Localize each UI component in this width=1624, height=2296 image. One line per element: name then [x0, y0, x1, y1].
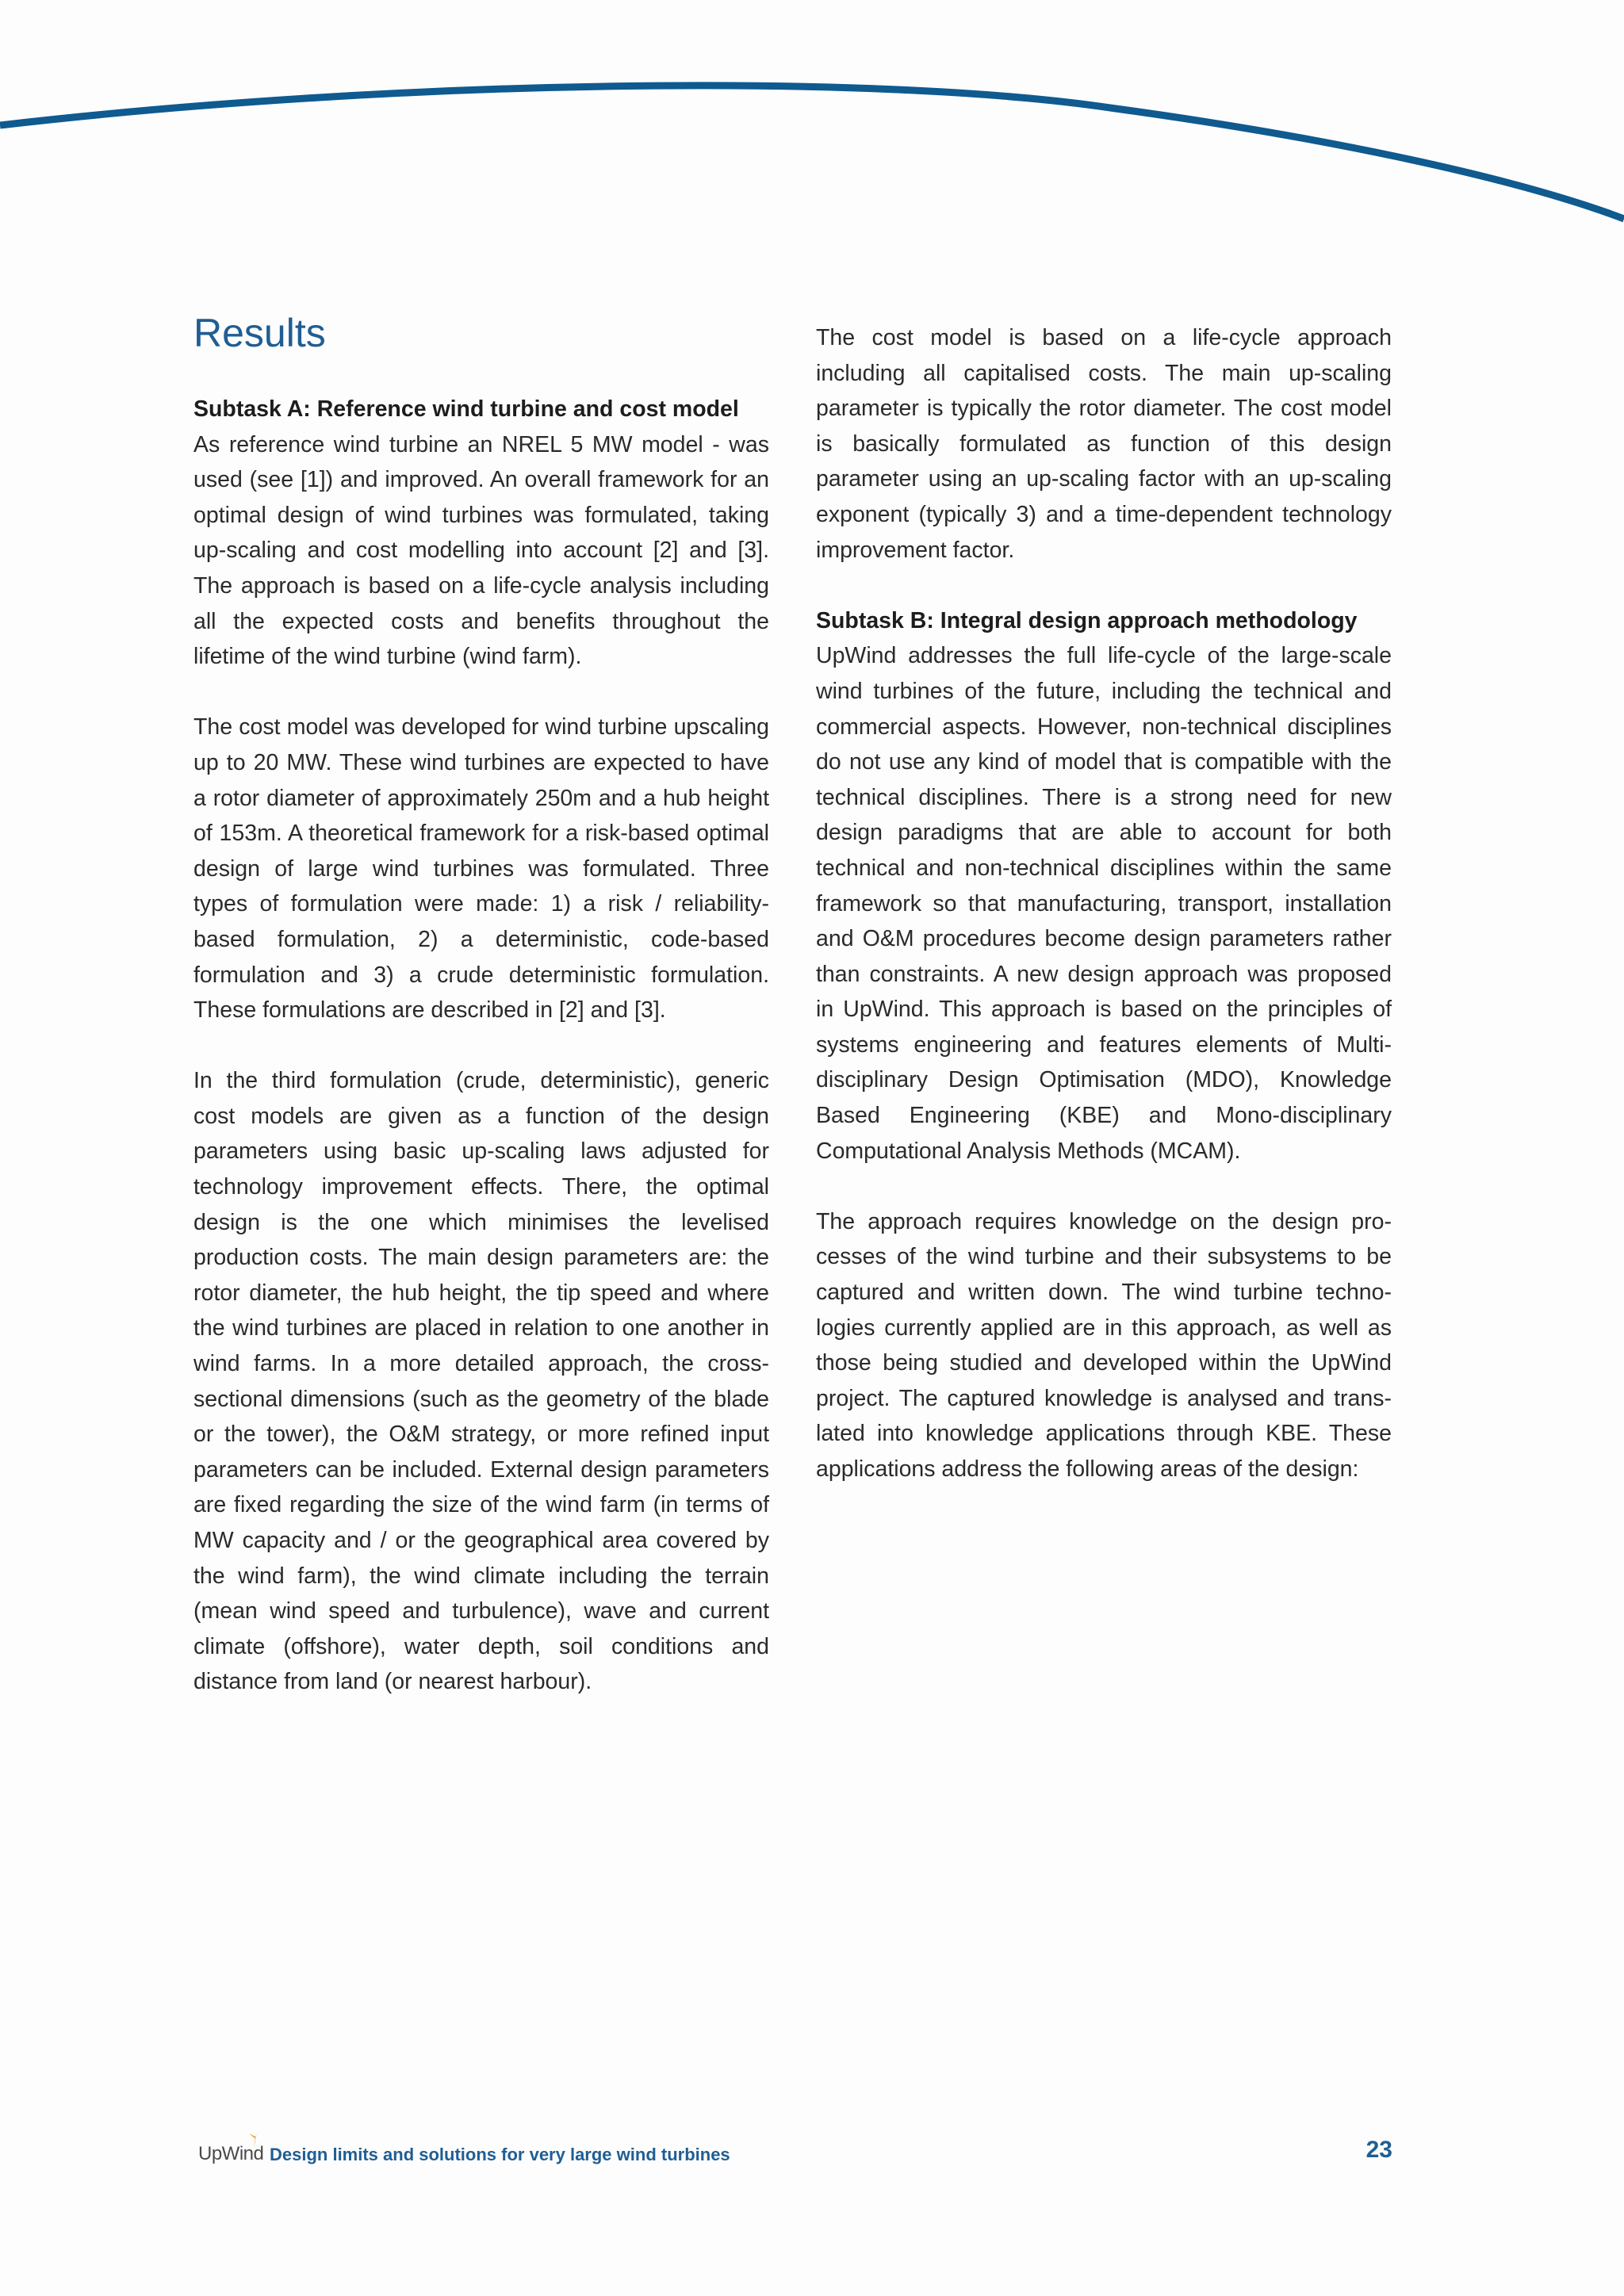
header-arc-line	[0, 86, 1624, 219]
upwind-logo: UpWind	[198, 2143, 264, 2164]
left-paragraph-2: The cost model was developed for wind turbine upscaling up to 20 MW. These wind turbines are expected to have a rotor diameter of approximately 250m and a hub height of 153m. A theoretical framework for a risk-based optimal design of large wind turbines was formulated. Three types of formulation were made: 1) a risk / reliability-based formulation, 2) a deterministic, code-based formulation and 3) a crude deterministic formulation. These formulations are described in [2] and [3].	[193, 714, 769, 1024]
right-paragraph-2: UpWind addresses the full life-cycle of the large-scale wind turbines of the future, including the technical and commercial aspects. However, non-technical disciplines do not use any kind of model that is compatible with the technical disciplines. There is a strong need for new design paradigms that are able to account for both technical and non-technical disciplines within the same framework so that manufacturing, transport, installation and O&M procedures become design parameters rather than constraints. A new design approach was proposed in UpWind. This approach is based on the principles of systems engineering and features elements of Multi-disciplinary Design Optimisation (MDO), Knowledge Based Engineering (KBE) and Mono-disciplinary Computational Analysis Methods (MCAM).	[816, 643, 1392, 1164]
subtask-a-heading: Subtask A: Reference wind turbine and cost model	[193, 396, 739, 422]
page-number: 23	[1365, 2137, 1392, 2163]
subtask-b-heading: Subtask B: Integral design approach methodology	[816, 607, 1358, 633]
page-footer	[193, 2137, 1392, 2176]
section-title: Results	[193, 311, 326, 355]
right-column	[816, 320, 1392, 1487]
right-paragraph-1: The cost model is based on a life-cycle approach including all capitalised costs. The main up-scaling parameter is typically the rotor diameter. The cost model is basically formulated as function of this design parameter using an up-scaling factor with an up-scaling exponent (typically 3) and a time-dependent technology improvement factor.	[816, 325, 1392, 563]
right-paragraph-3: The approach requires knowledge on the design processes of the wind turbine and their subsystems to be captured and written down. The wind turbine technologies currently applied are in this approach, as well as those being studied and developed within the UpWind project. The captured knowledge is analysed and translated into knowledge applications through KBE. These applications address the following areas of the design:	[816, 1208, 1392, 1482]
left-paragraph-3: In the third formulation (crude, deterministic), generic cost models are given as a function of the design parameters using basic up-scaling laws adjusted for technology improvement effects. There, the optimal design is the one which minimises the levelised production costs. The main design parameters are: the rotor diameter, the hub height, the tip speed and where the wind turbines are placed in relation to one another in wind farms. In a more detailed approach, the crosssectional dimensions (such as the geometry of the blade or the tower), the O&M strategy, or more refined input parameters can be included. External design parameters are fixed regarding the size of the wind farm (in terms of MW capacity and / or the geographical area covered by the wind farm), the wind climate including the terrain (mean wind speed and turbulence), wave and current climate (offshore), water depth, soil conditions and distance from land (or nearest harbour).	[193, 1068, 769, 1695]
header-arc-decoration	[0, 0, 1624, 254]
left-column	[193, 301, 769, 1700]
turbine-blade-icon	[246, 2129, 262, 2149]
footer-title: Design limits and solutions for very large wind turbines	[270, 2145, 730, 2164]
left-paragraph-1: As reference wind turbine an NREL 5 MW model - was used (see [1]) and improved. An overall framework for an optimal design of wind turbines was formulated, taking up-scaling and cost modelling into account [2] and [3]. The approach is based on a life-cycle analysis including all the expected costs and benefits throughout the lifetime of the wind turbine (wind farm).	[193, 431, 769, 670]
